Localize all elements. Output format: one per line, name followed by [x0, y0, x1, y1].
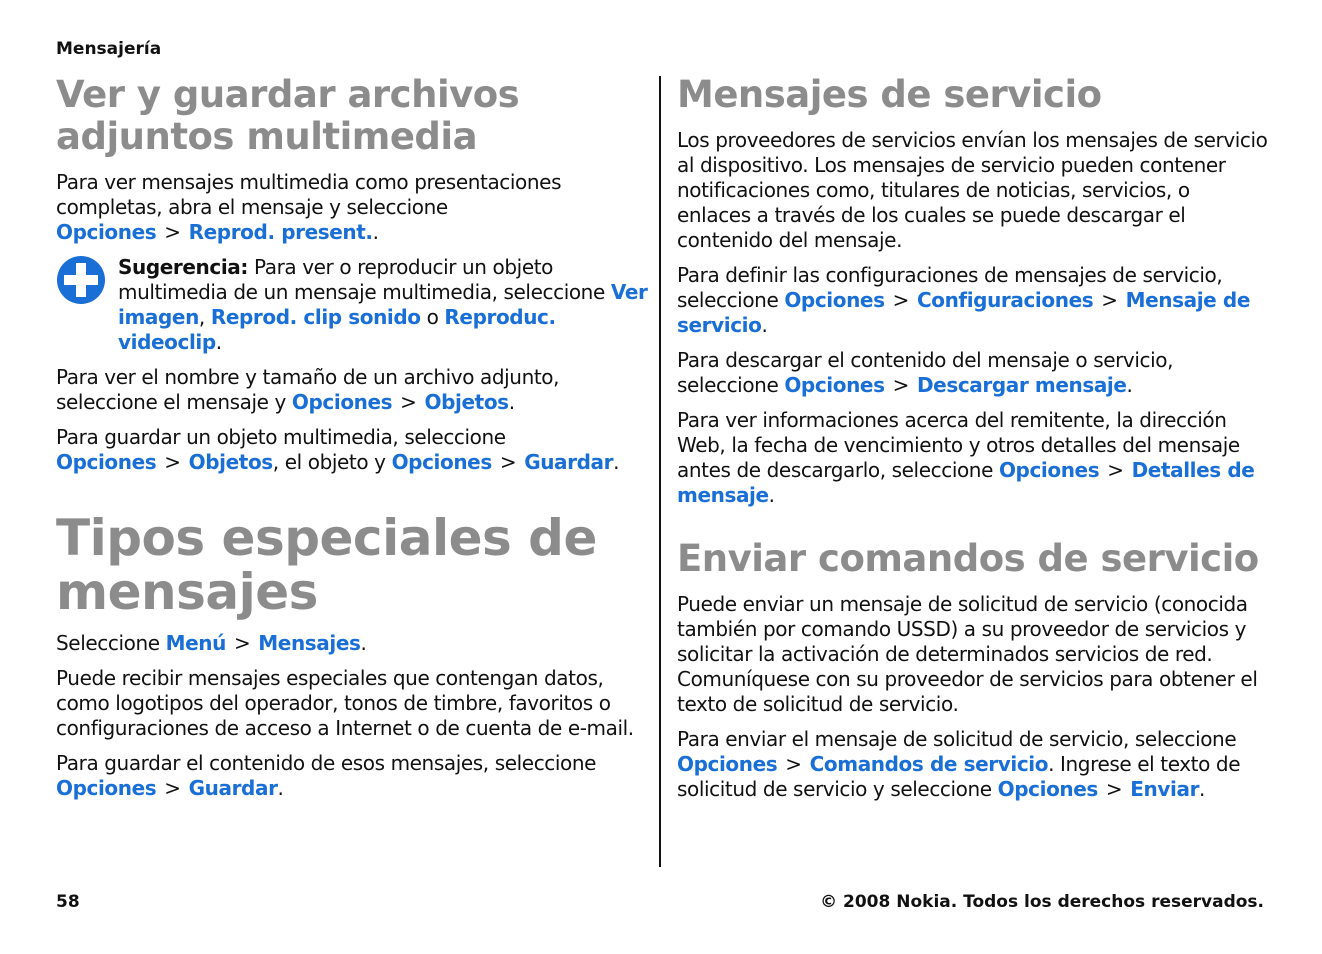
- link-enviar[interactable]: Enviar: [1130, 777, 1200, 801]
- menu-separator: >: [164, 776, 181, 800]
- paragraph-send-command: Para enviar el mensaje de solicitud de servicio, seleccione Opciones > Comandos de servicio. Ingrese el texto de solicitud de servicio y seleccione Opciones > Enviar.: [677, 727, 1241, 801]
- link-opciones[interactable]: Opciones: [391, 450, 492, 474]
- menu-separator: >: [785, 752, 802, 776]
- link-objetos[interactable]: Objetos: [424, 390, 509, 414]
- link-configuraciones[interactable]: Configuraciones: [916, 288, 1094, 312]
- tip-label: Sugerencia:: [118, 255, 248, 279]
- paragraph-service-intro: Los proveedores de servicios envían los mensajes de servicio al dispositivo. Los mensajes de servicio pueden contener notificaciones como, titulares de noticias, servicios, o enlaces a través de los cuales se puede descargar el contenido del mensaje.: [677, 128, 1268, 252]
- link-descargar-mensaje[interactable]: Descargar mensaje: [916, 373, 1127, 397]
- menu-separator: >: [1105, 777, 1123, 801]
- page-number: 58: [56, 892, 80, 912]
- paragraph-save-object: Para guardar un objeto multimedia, seleccione Opciones > Objetos, el objeto y Opciones > Guardar.: [56, 425, 620, 474]
- menu-separator: >: [892, 373, 909, 397]
- menu-separator: >: [499, 450, 517, 474]
- paragraph-select-menu: Seleccione Menú > Mensajes.: [56, 631, 367, 655]
- menu-separator: >: [1107, 458, 1124, 482]
- paragraph-service-settings: Para definir las configuraciones de mensajes de servicio, seleccione Opciones > Configuraciones > Mensaje de servicio.: [677, 263, 1250, 337]
- link-guardar[interactable]: Guardar: [524, 450, 614, 474]
- paragraph-download-message: Para descargar el contenido del mensaje o servicio, seleccione Opciones > Descargar mensaje.: [677, 348, 1174, 397]
- paragraph-special-info: Puede recibir mensajes especiales que contengan datos, como logotipos del operador, tonos de timbre, favoritos o configuraciones de acceso a Internet o de cuenta de e-mail.: [56, 666, 634, 740]
- link-mensaje-de-servicio[interactable]: Mensaje de servicio: [677, 288, 1250, 337]
- link-reprod-clip-sonido[interactable]: Reprod. clip sonido: [210, 305, 421, 329]
- link-reprod-present[interactable]: Reprod. present.: [188, 220, 373, 244]
- left-column: [56, 74, 648, 811]
- link-opciones[interactable]: Opciones: [677, 752, 778, 776]
- link-opciones[interactable]: Opciones: [56, 220, 157, 244]
- right-column: [677, 74, 1269, 812]
- link-objetos[interactable]: Objetos: [188, 450, 273, 474]
- menu-separator: >: [400, 390, 417, 414]
- link-mensajes[interactable]: Mensajes: [258, 631, 361, 655]
- link-opciones[interactable]: Opciones: [56, 776, 157, 800]
- link-reproduc-videoclip[interactable]: Reproduc. videoclip: [118, 305, 556, 354]
- link-comandos-de-servicio[interactable]: Comandos de servicio: [809, 752, 1049, 776]
- heading-service-commands: Enviar comandos de servicio: [677, 537, 1259, 580]
- paragraph-save-content: Para guardar el contenido de esos mensajes, seleccione Opciones > Guardar.: [56, 751, 597, 800]
- heading-special-messages: Tipos especiales de mensajes: [56, 509, 597, 621]
- link-ver-imagen[interactable]: Ver imagen: [118, 280, 648, 329]
- menu-separator: >: [164, 220, 181, 244]
- paragraph-message-details: Para ver informaciones acerca del remitente, la dirección Web, la fecha de vencimiento y otros detalles del mensaje antes de descargarlo, seleccione Opciones > Detalles de mensaje.: [677, 408, 1255, 507]
- menu-separator: >: [233, 631, 251, 655]
- heading-attachments: Ver y guardar archivos adjuntos multimedia: [56, 73, 520, 158]
- link-opciones[interactable]: Opciones: [784, 288, 885, 312]
- menu-separator: >: [164, 450, 181, 474]
- tip-block: Sugerencia: Para ver o reproducir un objeto multimedia de un mensaje multimedia, seleccione Ver imagen, Reprod. clip sonido o Reproduc. videoclip.: [56, 255, 648, 355]
- link-opciones[interactable]: Opciones: [998, 458, 1100, 482]
- menu-separator: >: [1101, 288, 1118, 312]
- link-detalles-de-mensaje[interactable]: Detalles de mensaje: [677, 458, 1255, 507]
- link-opciones[interactable]: Opciones: [291, 390, 393, 414]
- link-opciones[interactable]: Opciones: [997, 777, 1098, 801]
- section-header: Mensajería: [56, 39, 162, 59]
- link-opciones[interactable]: Opciones: [56, 450, 157, 474]
- paragraph-view-presentation: Para ver mensajes multimedia como presentaciones completas, abra el mensaje y seleccione Opciones > Reprod. present..: [56, 170, 562, 244]
- paragraph-commands-intro: Puede enviar un mensaje de solicitud de servicio (conocida también por comando USSD) a su proveedor de servicios y solicitar la activación de determinados servicios de red. Comuníquese con su proveedor de servicios para obtener el texto de solicitud de servicio.: [677, 592, 1258, 716]
- copyright-notice: © 2008 Nokia. Todos los derechos reservados.: [820, 892, 1264, 912]
- link-guardar[interactable]: Guardar: [188, 776, 278, 800]
- heading-service-messages: Mensajes de servicio: [677, 73, 1102, 116]
- link-opciones[interactable]: Opciones: [784, 373, 885, 397]
- menu-separator: >: [892, 288, 909, 312]
- link-menu[interactable]: Menú: [165, 631, 226, 655]
- plus-tip-icon: [56, 255, 106, 305]
- column-divider: [659, 76, 661, 867]
- paragraph-attachment-info: Para ver el nombre y tamaño de un archivo adjunto, seleccione el mensaje y Opciones > Objetos.: [56, 365, 560, 414]
